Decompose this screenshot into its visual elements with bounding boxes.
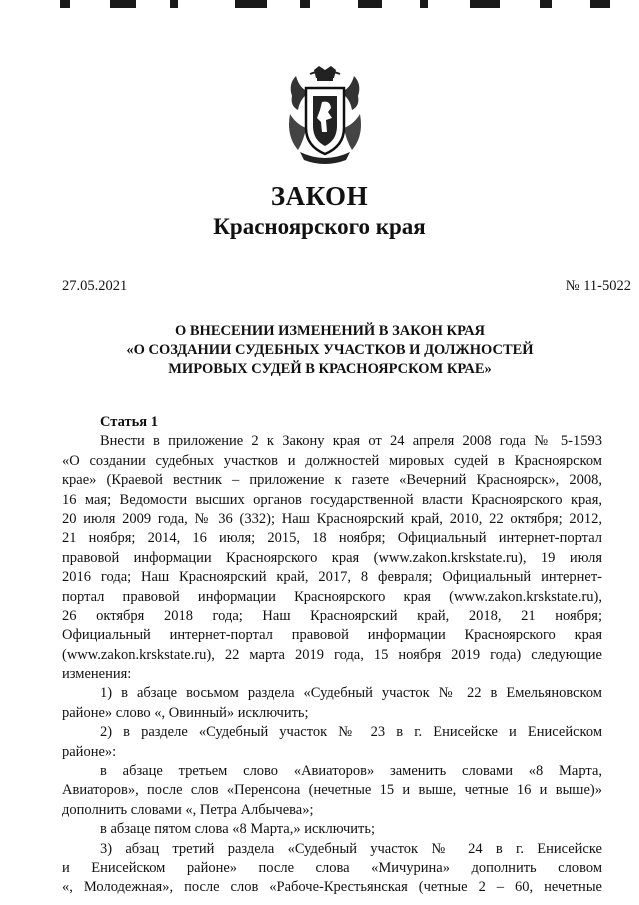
subject-line: МИРОВЫХ СУДЕЙ В КРАСНОЯРСКОМ КРАЕ»: [168, 361, 492, 377]
body-line: Официальный интернет-портал правовой информации Красноярского края: [62, 627, 602, 644]
body-line: «, Молодежная», после слов «Рабоче-Крестьянская (четные 2 – 60, нечетные: [62, 879, 602, 896]
coat-of-arms-krasnoyarsk-icon: [286, 66, 364, 166]
body-line: районе» слово «, Овинный» исключить;: [62, 704, 309, 721]
article-heading: Статья 1: [100, 414, 158, 430]
law-subject: [60, 322, 600, 379]
body-line: крае» (Краевой вестник – приложение к газете «Вечерний Красноярск», 2008,: [62, 472, 602, 489]
body-line: 21 ноября; 2014, 16 июля; 2015, 18 ноября; Официальный интернет-портал: [62, 530, 602, 547]
subject-line: О ВНЕСЕНИИ ИЗМЕНЕНИЙ В ЗАКОН КРАЯ: [174, 323, 486, 339]
body-line: дополнить словами «, Петра Албычева»;: [62, 801, 314, 818]
law-date: 27.05.2021: [62, 278, 128, 294]
body-line: (www.zakon.krskstate.ru), 22 марта 2019 года, 15 ноября 2019 года) следующие: [62, 646, 602, 663]
body-line: 2016 года; Наш Красноярский край, 2017, 8 февраля; Официальный интернет-: [62, 569, 602, 586]
list-item-1: 1) в абзаце восьмом раздела «Судебный участок № 22 в Емельяновском: [100, 685, 602, 702]
body-line: в абзаце третьем слово «Авиаторов» заменить словами «8 Марта,: [100, 763, 602, 780]
body-line: изменения:: [62, 666, 132, 683]
body-line: районе»:: [62, 743, 117, 760]
body-line: 26 октября 2018 года; Наш Красноярский край, 2018, 21 ноября;: [62, 607, 602, 624]
list-item-3: 3) абзац третий раздела «Судебный участок № 24 в г. Енисейске: [100, 840, 602, 857]
body-line: Внести в приложение 2 к Закону края от 24 апреля 2008 года № 5-1593: [100, 433, 602, 450]
law-body: [62, 413, 602, 898]
body-line: Авиаторов», после слов «Перенсона (нечетные 15 и выше, четные 16 и выше)»: [62, 782, 602, 799]
list-item-2: 2) в разделе «Судебный участок № 23 в г. Енисейске и Енисейском: [100, 724, 602, 741]
law-title: ЗАКОН: [270, 181, 369, 211]
body-line: правовой информации Красноярского края (www.zakon.krskstate.ru), 19 июля: [62, 549, 602, 566]
body-line: в абзаце пятом слова «8 Марта,» исключить;: [100, 821, 376, 838]
body-line: «О создании судебных участков и должностей мировых судей в Красноярском: [62, 452, 602, 469]
subject-line: «О СОЗДАНИИ СУДЕБНЫХ УЧАСТКОВ И ДОЛЖНОСТЕЙ: [126, 342, 534, 358]
law-number: № 11-5022: [565, 278, 631, 294]
body-line: 16 мая; Ведомости высших органов государственной власти Красноярского края,: [62, 491, 602, 508]
body-line: 20 июля 2009 года, № 36 (332); Наш Красноярский край, 2010, 22 октября; 2012,: [62, 510, 602, 527]
body-line: и Енисейском районе» после слова «Мичурина» дополнить словом: [62, 859, 602, 876]
body-line: портал правовой информации Красноярского края (www.zakon.krskstate.ru),: [62, 588, 602, 605]
region-title: Красноярского края: [213, 214, 426, 239]
scan-artifact-top: [0, 0, 639, 12]
